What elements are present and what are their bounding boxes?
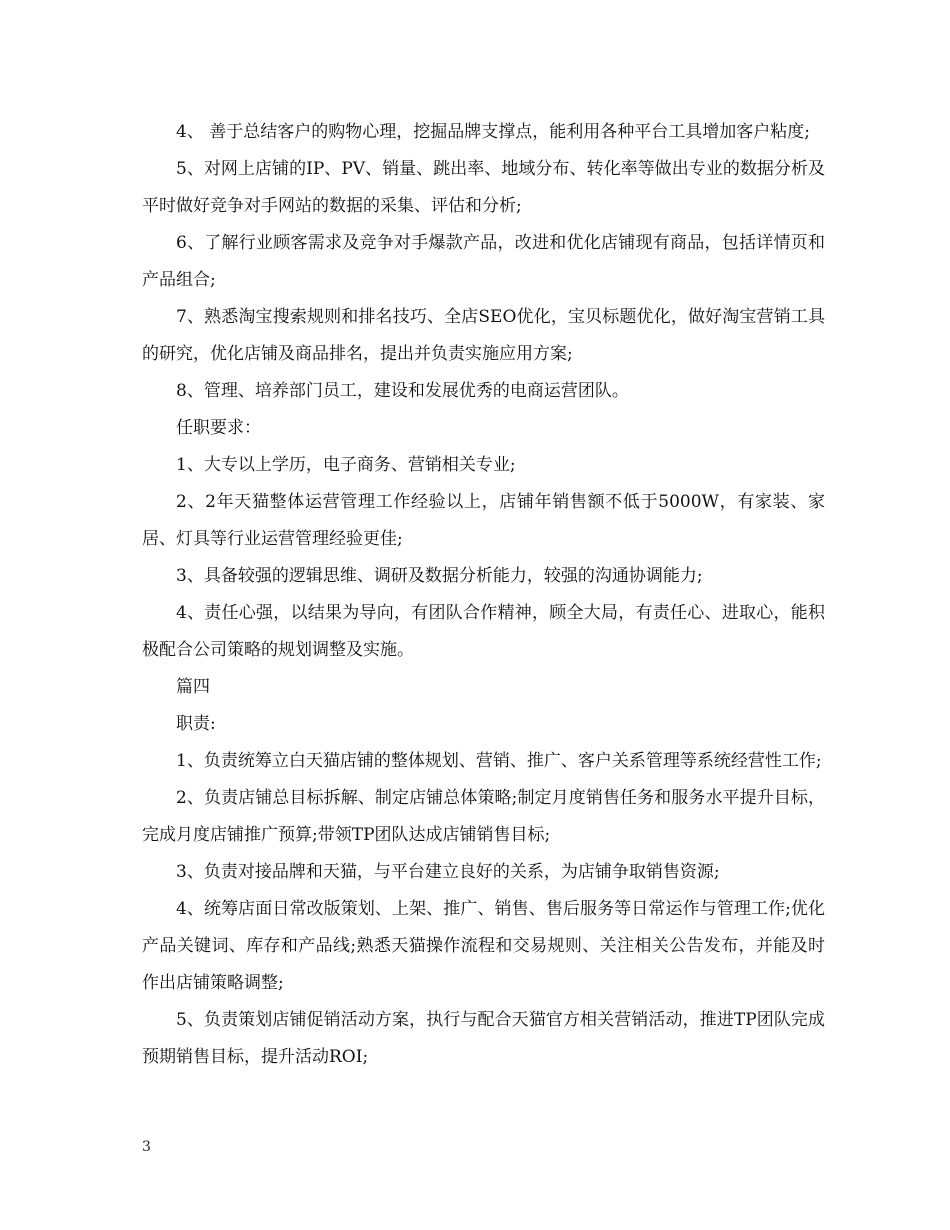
paragraph: 7、熟悉淘宝搜索规则和排名技巧、全店SEO优化，宝贝标题优化，做好淘宝营销工具的研究，优化店铺及商品排名，提出并负责实施应用方案; bbox=[142, 307, 825, 364]
section-heading: 篇四 bbox=[176, 677, 210, 697]
paragraph: 5、对网上店铺的IP、PV、销量、跳出率、地域分布、转化率等做出专业的数据分析及平时做好竞争对手网站的数据的采集、评估和分析; bbox=[142, 159, 825, 216]
paragraph: 2、负责店铺总目标拆解、制定店铺总体策略;制定月度销售任务和服务水平提升目标，完成月度店铺推广预算;带领TP团队达成店铺销售目标; bbox=[142, 788, 825, 845]
document-body bbox=[142, 114, 825, 1076]
paragraph: 4、责任心强，以结果为导向，有团队合作精神，顾全大局，有责任心、进取心，能积极配合公司策略的规划调整及实施。 bbox=[142, 603, 825, 660]
page-number: 3 bbox=[142, 1139, 151, 1155]
paragraph: 4、统筹店面日常改版策划、上架、推广、销售、售后服务等日常运作与管理工作;优化产品关键词、库存和产品线;熟悉天猫操作流程和交易规则、关注相关公告发布，并能及时作出店铺策略调整; bbox=[142, 899, 825, 993]
paragraph: 3、具备较强的逻辑思维、调研及数据分析能力，较强的沟通协调能力; bbox=[176, 566, 703, 586]
paragraph: 2、2年天猫整体运营管理工作经验以上，店铺年销售额不低于5000W，有家装、家居、灯具等行业运营管理经验更佳; bbox=[142, 492, 825, 549]
paragraph: 5、负责策划店铺促销活动方案，执行与配合天猫官方相关营销活动，推进TP团队完成预期销售目标，提升活动ROI; bbox=[142, 1010, 825, 1067]
paragraph: 4、 善于总结客户的购物心理，挖掘品牌支撑点，能利用各种平台工具增加客户粘度; bbox=[176, 122, 810, 142]
section-heading: 职责: bbox=[176, 714, 216, 734]
section-heading: 任职要求： bbox=[176, 418, 261, 438]
paragraph: 1、大专以上学历，电子商务、营销相关专业; bbox=[176, 455, 516, 475]
paragraph: 8、管理、培养部门员工，建设和发展优秀的电商运营团队。 bbox=[176, 381, 629, 401]
paragraph: 3、负责对接品牌和天猫，与平台建立良好的关系，为店铺争取销售资源; bbox=[176, 862, 720, 882]
paragraph: 1、负责统筹立白天猫店铺的整体规划、营销、推广、客户关系管理等系统经营性工作; bbox=[176, 751, 822, 771]
paragraph: 6、了解行业顾客需求及竞争对手爆款产品，改进和优化店铺现有商品，包括详情页和产品组合; bbox=[142, 233, 825, 290]
